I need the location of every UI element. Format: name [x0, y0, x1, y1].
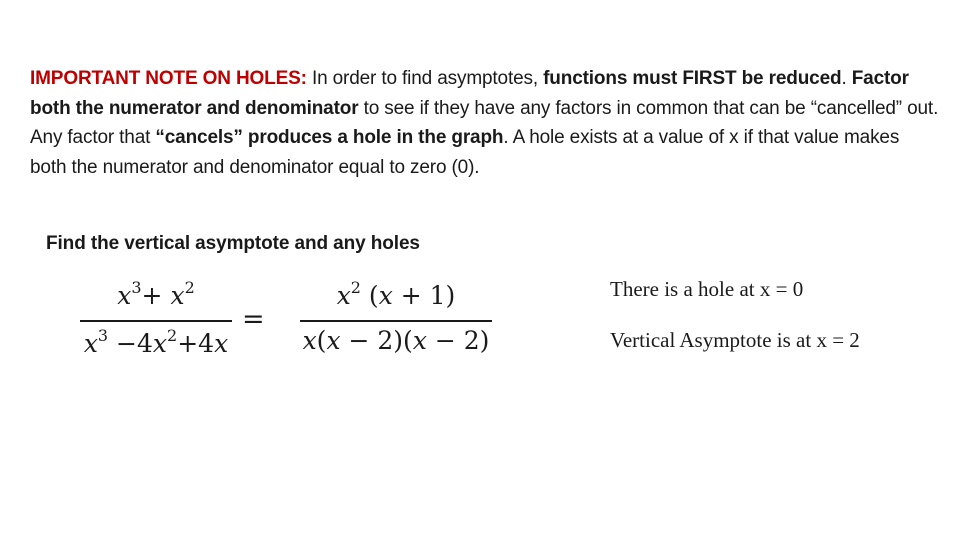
lhs-fraction-bar: [80, 320, 232, 322]
hole-result: There is a hole at x = 0: [610, 277, 804, 301]
rhs-numerator: $x^2$ (x + 1): [336, 278, 456, 310]
note-bold-2: Factor both the numerator and denominator: [30, 68, 909, 119]
note-text-4: . Any factor that: [30, 97, 939, 148]
note-heading: IMPORTANT NOTE ON HOLES:: [30, 68, 307, 89]
rhs-fraction-bar: [300, 320, 492, 322]
equals-sign: =: [242, 304, 265, 335]
lhs-numerator: $x^3+ x^2$: [117, 278, 195, 310]
lhs-denominator: $x^3 -4x^2+4x$: [83, 326, 229, 358]
problem-title: Find the vertical asymptote and any holes: [46, 233, 420, 254]
rhs-denominator: x(x − 2)(x − 2): [302, 326, 490, 355]
note-text-1: In order to find asymptotes,: [306, 68, 544, 89]
note-text-5: . A hole exists at a value of x if that value makes both the numerator and denominator equal to zero (0).: [30, 127, 900, 178]
asymptote-result: Vertical Asymptote is at x = 2: [610, 328, 860, 352]
note-bold-4: “cancels” produces a hole in the graph: [155, 127, 504, 148]
note-text-3: to see if they have any factors in common that can be “cancelled” out: [358, 97, 934, 119]
note-bold-1: functions must FIRST be reduced: [543, 68, 842, 89]
note-paragraph: [30, 64, 940, 182]
note-text-2: .: [841, 68, 852, 89]
